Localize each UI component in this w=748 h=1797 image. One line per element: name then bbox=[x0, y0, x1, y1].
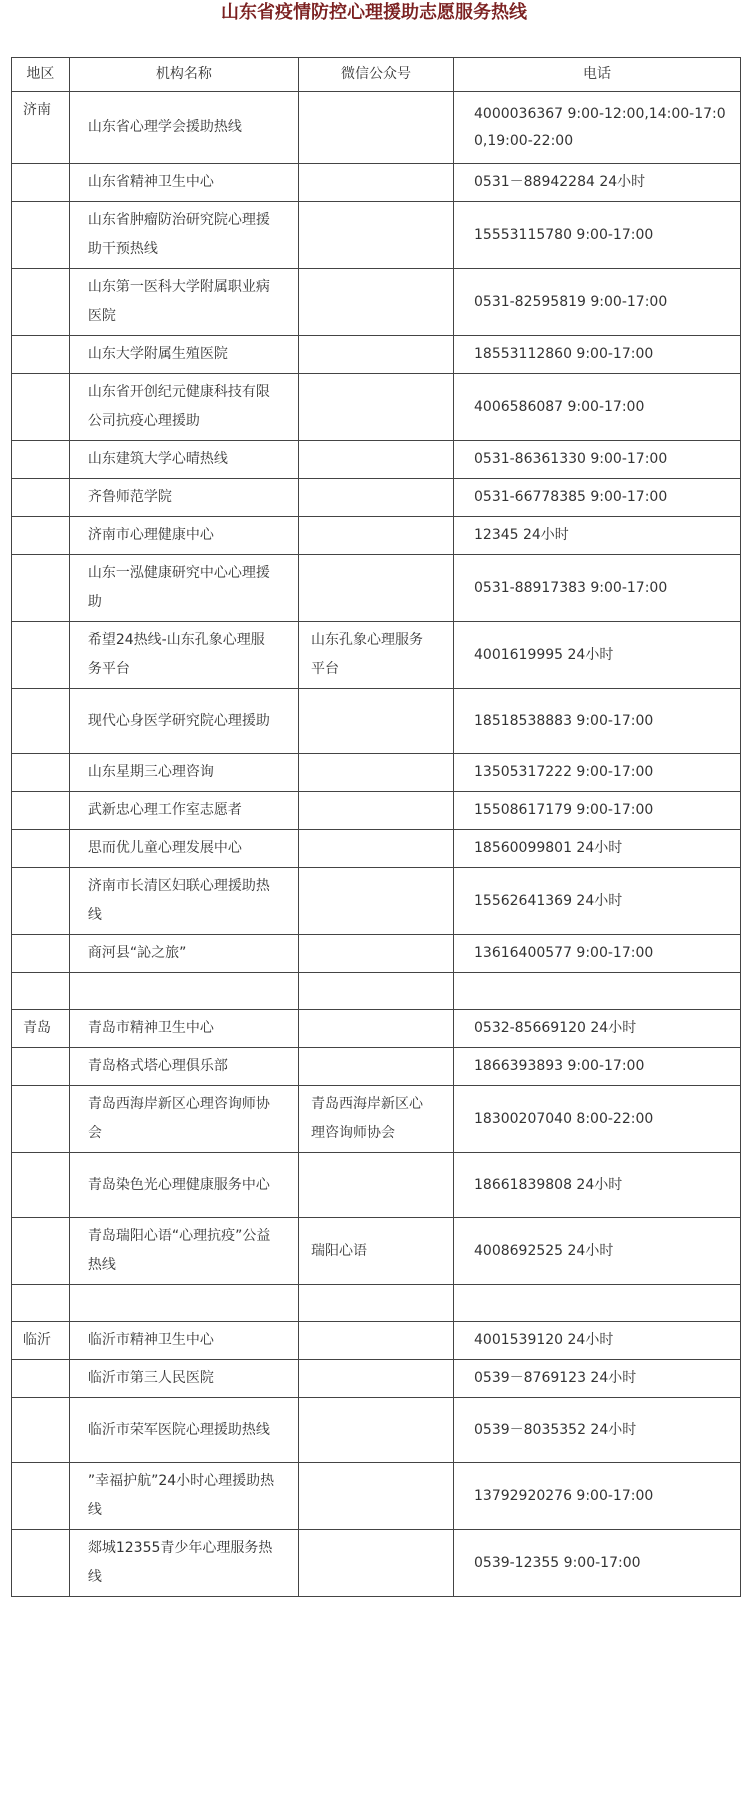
region-cell bbox=[12, 441, 70, 479]
region-cell bbox=[12, 164, 70, 202]
wechat-cell bbox=[298, 517, 453, 555]
org-cell: 济南市长清区妇联心理援助热线 bbox=[69, 868, 298, 935]
table-row bbox=[12, 1010, 741, 1048]
wechat-cell: 山东孔象心理服务平台 bbox=[298, 622, 453, 689]
table-row bbox=[12, 441, 741, 479]
table-row bbox=[12, 92, 741, 164]
table-row bbox=[12, 935, 741, 973]
region-cell bbox=[12, 1218, 70, 1285]
region-cell bbox=[12, 689, 70, 754]
wechat-cell: 青岛西海岸新区心理咨询师协会 bbox=[298, 1086, 453, 1153]
phone-cell bbox=[454, 973, 741, 1010]
table-row bbox=[12, 622, 741, 689]
org-cell bbox=[69, 973, 298, 1010]
region-cell bbox=[12, 973, 70, 1010]
region-cell bbox=[12, 830, 70, 868]
table-row bbox=[12, 1398, 741, 1463]
table-header-row bbox=[12, 58, 741, 92]
region-cell bbox=[12, 202, 70, 269]
wechat-cell bbox=[298, 202, 453, 269]
region-cell bbox=[12, 1086, 70, 1153]
wechat-cell bbox=[298, 555, 453, 622]
org-cell: 青岛西海岸新区心理咨询师协会 bbox=[69, 1086, 298, 1153]
table-row bbox=[12, 689, 741, 754]
table-row bbox=[12, 1285, 741, 1322]
region-cell bbox=[12, 935, 70, 973]
table-row bbox=[12, 1322, 741, 1360]
region-cell bbox=[12, 479, 70, 517]
table-row bbox=[12, 1086, 741, 1153]
region-cell bbox=[12, 517, 70, 555]
phone-cell: 0532-85669120 24小时 bbox=[454, 1010, 741, 1048]
wechat-cell bbox=[298, 830, 453, 868]
wechat-cell bbox=[298, 1360, 453, 1398]
phone-cell: 4000036367 9:00-12:00,14:00-17:00,19:00-22:00 bbox=[454, 92, 741, 164]
org-cell: 希望24热线-山东孔象心理服务平台 bbox=[69, 622, 298, 689]
header-wechat: 微信公众号 bbox=[298, 58, 453, 92]
org-cell: 山东第一医科大学附属职业病医院 bbox=[69, 269, 298, 336]
region-cell: 临沂 bbox=[12, 1322, 70, 1360]
wechat-cell bbox=[298, 479, 453, 517]
wechat-cell bbox=[298, 92, 453, 164]
region-cell bbox=[12, 1153, 70, 1218]
wechat-cell bbox=[298, 164, 453, 202]
region-cell bbox=[12, 1048, 70, 1086]
region-cell bbox=[12, 622, 70, 689]
region-cell bbox=[12, 754, 70, 792]
phone-cell: 15562641369 24小时 bbox=[454, 868, 741, 935]
org-cell: 济南市心理健康中心 bbox=[69, 517, 298, 555]
table-row bbox=[12, 973, 741, 1010]
phone-cell: 0531-88917383 9:00-17:00 bbox=[454, 555, 741, 622]
table-row bbox=[12, 830, 741, 868]
region-cell bbox=[12, 1360, 70, 1398]
phone-cell bbox=[454, 1285, 741, 1322]
table-row bbox=[12, 1530, 741, 1597]
wechat-cell bbox=[298, 441, 453, 479]
table-row bbox=[12, 1153, 741, 1218]
phone-cell: 4006586087 9:00-17:00 bbox=[454, 374, 741, 441]
table-body bbox=[12, 58, 741, 1597]
wechat-cell bbox=[298, 1153, 453, 1218]
org-cell: 山东省心理学会援助热线 bbox=[69, 92, 298, 164]
org-cell: 山东大学附属生殖医院 bbox=[69, 336, 298, 374]
phone-cell: 13616400577 9:00-17:00 bbox=[454, 935, 741, 973]
phone-cell: 0531－88942284 24小时 bbox=[454, 164, 741, 202]
phone-cell: 13505317222 9:00-17:00 bbox=[454, 754, 741, 792]
org-cell: 现代心身医学研究院心理援助 bbox=[69, 689, 298, 754]
org-cell: 山东星期三心理咨询 bbox=[69, 754, 298, 792]
wechat-cell bbox=[298, 792, 453, 830]
region-cell bbox=[12, 792, 70, 830]
table-row bbox=[12, 1048, 741, 1086]
table-row bbox=[12, 269, 741, 336]
phone-cell: 0531-82595819 9:00-17:00 bbox=[454, 269, 741, 336]
phone-cell: 4001539120 24小时 bbox=[454, 1322, 741, 1360]
wechat-cell bbox=[298, 1530, 453, 1597]
phone-cell: 18661839808 24小时 bbox=[454, 1153, 741, 1218]
region-cell bbox=[12, 1285, 70, 1322]
phone-cell: 18553112860 9:00-17:00 bbox=[454, 336, 741, 374]
phone-cell: 0539-12355 9:00-17:00 bbox=[454, 1530, 741, 1597]
region-cell bbox=[12, 868, 70, 935]
org-cell: 青岛染色光心理健康服务中心 bbox=[69, 1153, 298, 1218]
wechat-cell bbox=[298, 1322, 453, 1360]
org-cell: 郯城12355青少年心理服务热线 bbox=[69, 1530, 298, 1597]
phone-cell: 0539－8035352 24小时 bbox=[454, 1398, 741, 1463]
wechat-cell bbox=[298, 1398, 453, 1463]
table-row bbox=[12, 555, 741, 622]
phone-cell: 18300207040 8:00-22:00 bbox=[454, 1086, 741, 1153]
org-cell: 齐鲁师范学院 bbox=[69, 479, 298, 517]
org-cell: 青岛格式塔心理俱乐部 bbox=[69, 1048, 298, 1086]
wechat-cell bbox=[298, 269, 453, 336]
org-cell: 武新忠心理工作室志愿者 bbox=[69, 792, 298, 830]
header-phone: 电话 bbox=[454, 58, 741, 92]
region-cell bbox=[12, 555, 70, 622]
wechat-cell bbox=[298, 935, 453, 973]
table-row bbox=[12, 202, 741, 269]
region-cell bbox=[12, 374, 70, 441]
wechat-cell bbox=[298, 1285, 453, 1322]
header-org: 机构名称 bbox=[69, 58, 298, 92]
table-row bbox=[12, 1218, 741, 1285]
phone-cell: 18518538883 9:00-17:00 bbox=[454, 689, 741, 754]
phone-cell: 13792920276 9:00-17:00 bbox=[454, 1463, 741, 1530]
org-cell: 山东省开创纪元健康科技有限公司抗疫心理援助 bbox=[69, 374, 298, 441]
region-cell: 青岛 bbox=[12, 1010, 70, 1048]
org-cell: 山东建筑大学心晴热线 bbox=[69, 441, 298, 479]
phone-cell: 1866393893 9:00-17:00 bbox=[454, 1048, 741, 1086]
wechat-cell: 瑞阳心语 bbox=[298, 1218, 453, 1285]
phone-cell: 15553115780 9:00-17:00 bbox=[454, 202, 741, 269]
phone-cell: 0531-86361330 9:00-17:00 bbox=[454, 441, 741, 479]
region-cell bbox=[12, 269, 70, 336]
wechat-cell bbox=[298, 336, 453, 374]
org-cell: 青岛瑞阳心语“心理抗疫”公益热线 bbox=[69, 1218, 298, 1285]
org-cell: 商河县“訫之旅” bbox=[69, 935, 298, 973]
table-row bbox=[12, 336, 741, 374]
org-cell: 山东省肿瘤防治研究院心理援助干预热线 bbox=[69, 202, 298, 269]
wechat-cell bbox=[298, 754, 453, 792]
hotline-table bbox=[11, 57, 741, 1597]
table-row bbox=[12, 1463, 741, 1530]
phone-cell: 4008692525 24小时 bbox=[454, 1218, 741, 1285]
org-cell: 青岛市精神卫生中心 bbox=[69, 1010, 298, 1048]
org-cell: 临沂市荣军医院心理援助热线 bbox=[69, 1398, 298, 1463]
region-cell bbox=[12, 1530, 70, 1597]
org-cell: 临沂市精神卫生中心 bbox=[69, 1322, 298, 1360]
org-cell: 临沂市第三人民医院 bbox=[69, 1360, 298, 1398]
region-cell: 济南 bbox=[12, 92, 70, 164]
table-row bbox=[12, 1360, 741, 1398]
header-region: 地区 bbox=[12, 58, 70, 92]
phone-cell: 15508617179 9:00-17:00 bbox=[454, 792, 741, 830]
region-cell bbox=[12, 1398, 70, 1463]
phone-cell: 12345 24小时 bbox=[454, 517, 741, 555]
page-title: 山东省疫情防控心理援助志愿服务热线 bbox=[221, 2, 527, 23]
phone-cell: 4001619995 24小时 bbox=[454, 622, 741, 689]
org-cell: 山东省精神卫生中心 bbox=[69, 164, 298, 202]
org-cell: ”幸福护航”24小时心理援助热线 bbox=[69, 1463, 298, 1530]
region-cell bbox=[12, 336, 70, 374]
wechat-cell bbox=[298, 374, 453, 441]
wechat-cell bbox=[298, 689, 453, 754]
table-row bbox=[12, 792, 741, 830]
org-cell: 山东一泓健康研究中心心理援助 bbox=[69, 555, 298, 622]
table-row bbox=[12, 517, 741, 555]
phone-cell: 0539－8769123 24小时 bbox=[454, 1360, 741, 1398]
table-row bbox=[12, 754, 741, 792]
wechat-cell bbox=[298, 973, 453, 1010]
wechat-cell bbox=[298, 1048, 453, 1086]
table-row bbox=[12, 164, 741, 202]
table-row bbox=[12, 374, 741, 441]
region-cell bbox=[12, 1463, 70, 1530]
org-cell bbox=[69, 1285, 298, 1322]
table-row bbox=[12, 868, 741, 935]
phone-cell: 0531-66778385 9:00-17:00 bbox=[454, 479, 741, 517]
org-cell: 思而优儿童心理发展中心 bbox=[69, 830, 298, 868]
wechat-cell bbox=[298, 1010, 453, 1048]
wechat-cell bbox=[298, 868, 453, 935]
table-row bbox=[12, 479, 741, 517]
wechat-cell bbox=[298, 1463, 453, 1530]
phone-cell: 18560099801 24小时 bbox=[454, 830, 741, 868]
